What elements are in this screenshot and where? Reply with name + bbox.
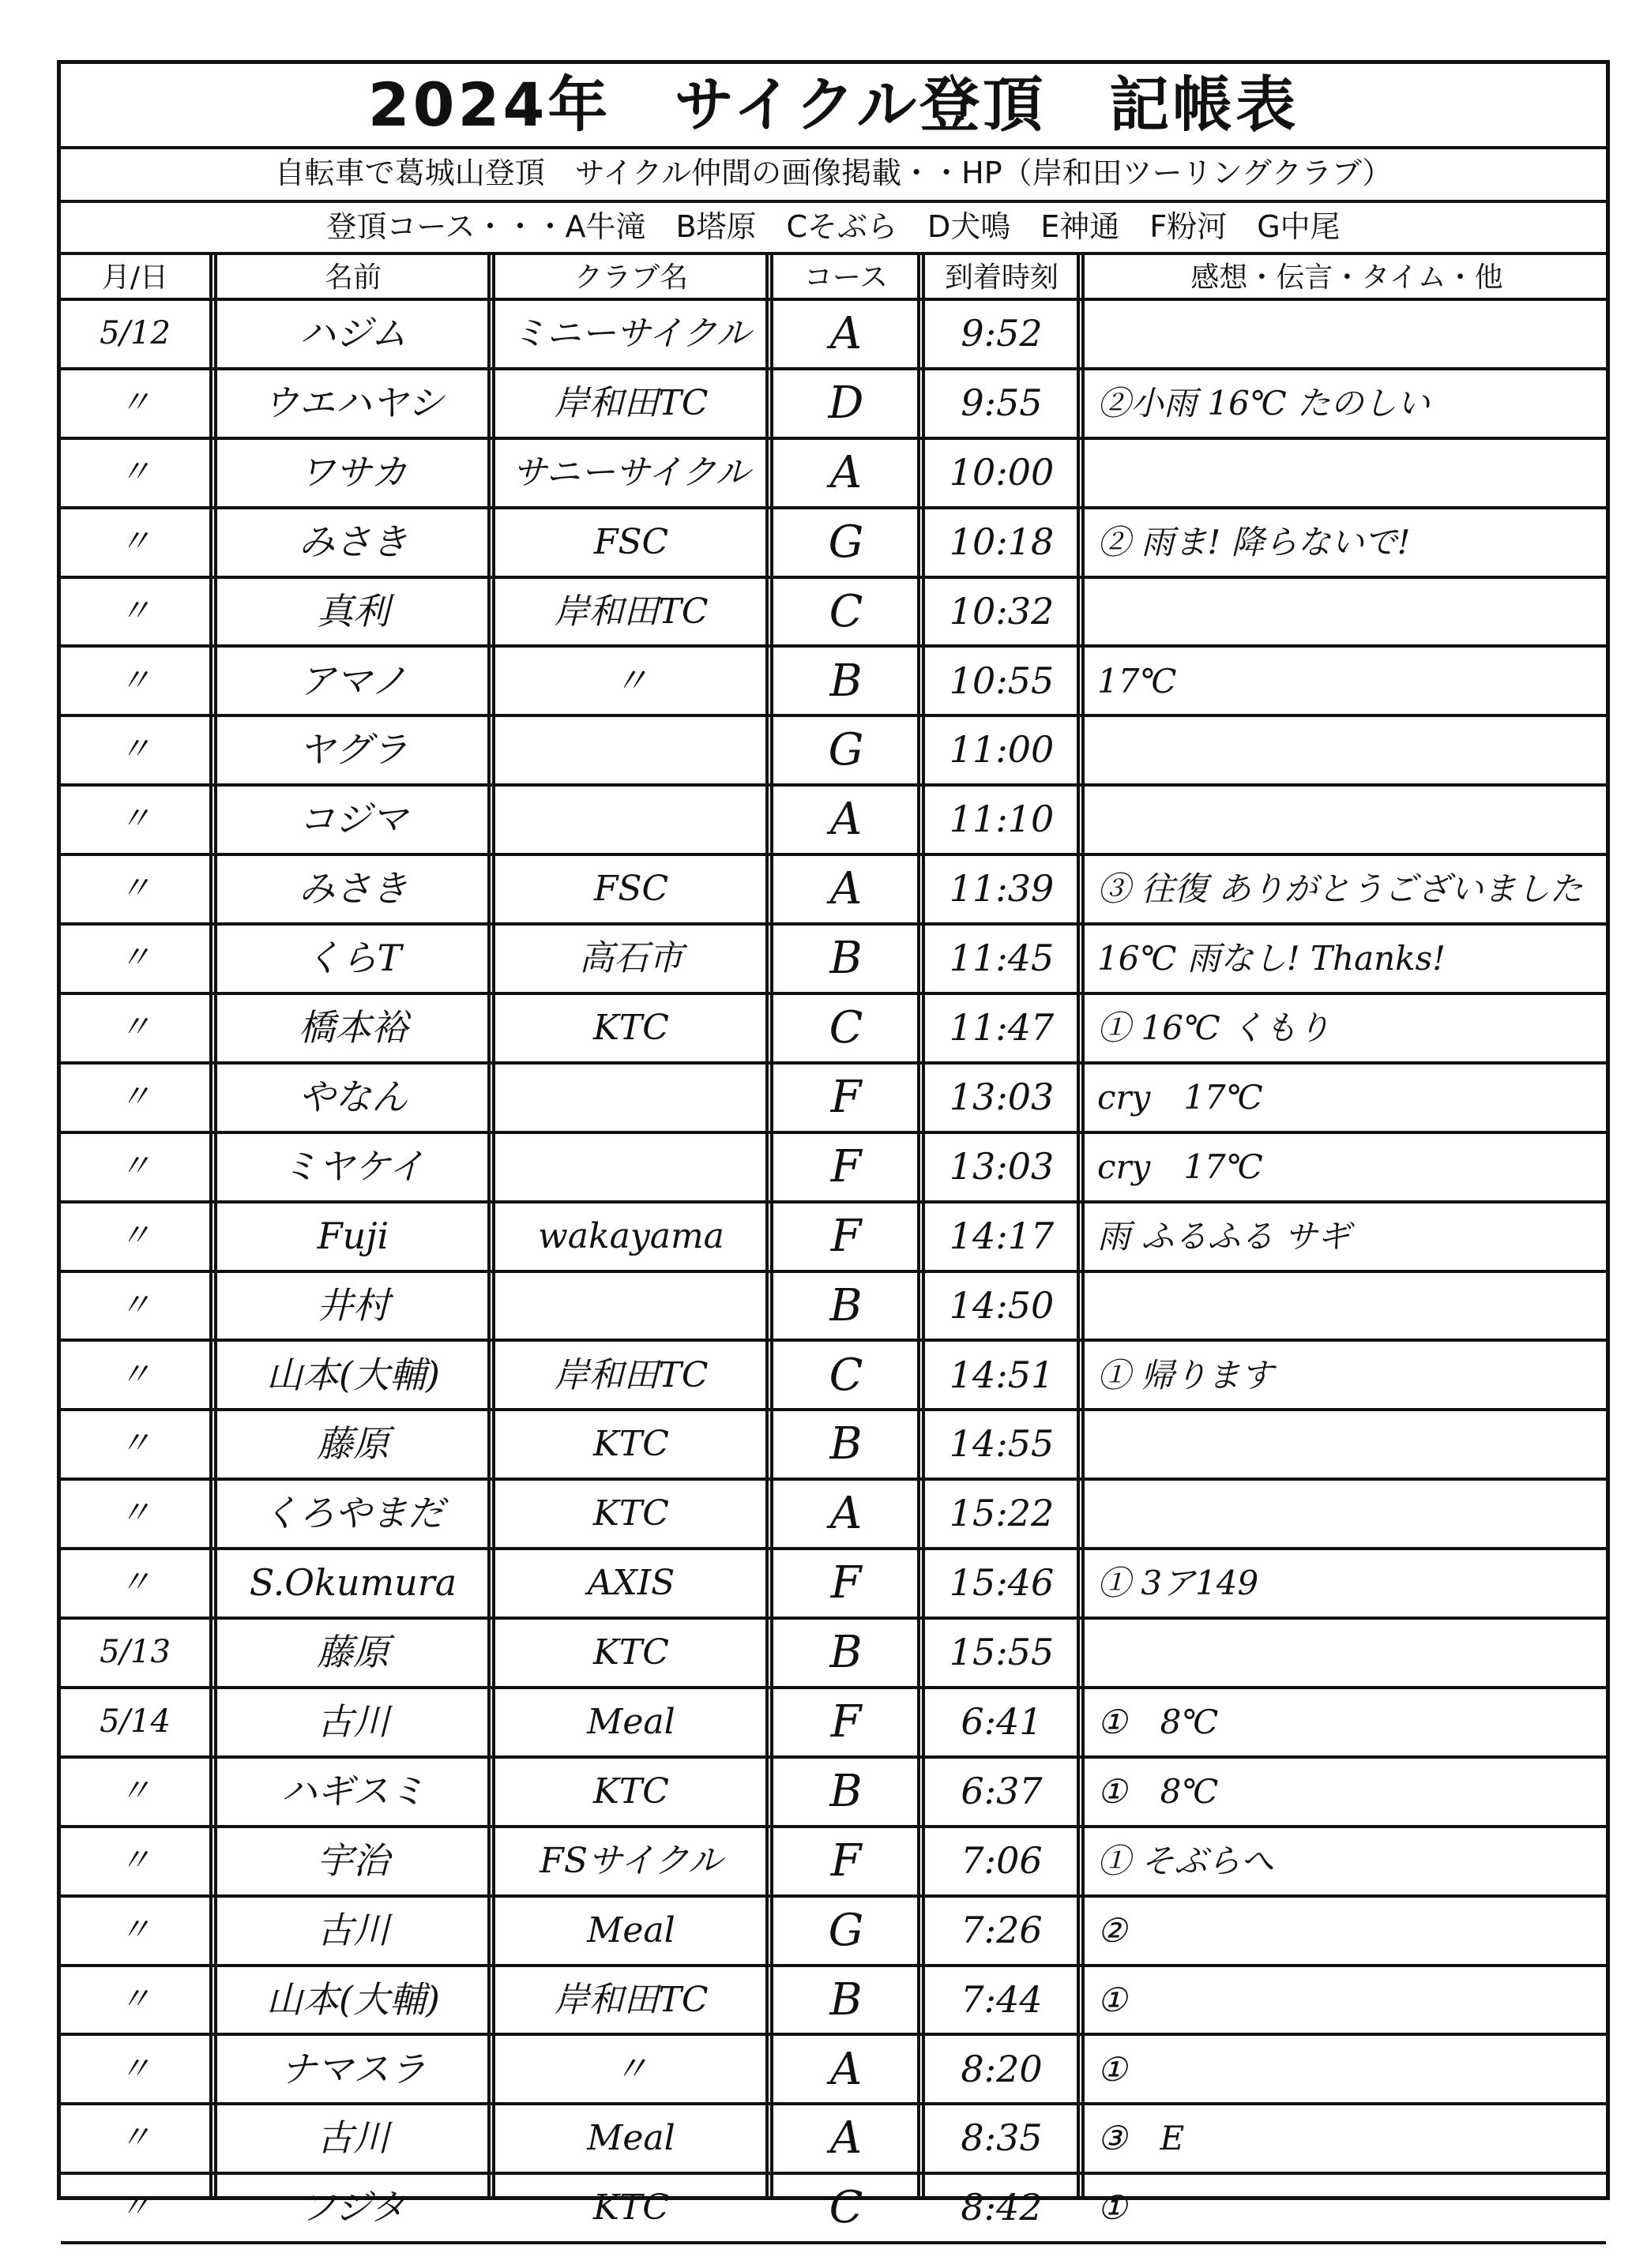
- cell-club: 岸和田TC: [554, 1979, 709, 2020]
- cell-date: 〃: [119, 592, 151, 629]
- cell-date: 〃: [119, 2189, 151, 2226]
- table-row: [61, 579, 1606, 648]
- table-row: [61, 1689, 1606, 1759]
- cell-note: [1097, 1273, 1608, 1339]
- cell-date: 〃: [119, 2050, 151, 2087]
- table-row: [61, 926, 1606, 995]
- cell-course: A: [829, 2043, 863, 2095]
- cell-note: [1097, 1411, 1608, 1478]
- cell-club: FSC: [593, 521, 669, 562]
- cell-time: 6:37: [961, 1769, 1043, 1812]
- cell-course: F: [830, 1071, 862, 1123]
- cell-time: 14:51: [949, 1353, 1055, 1396]
- cell-name: やなん: [299, 1075, 408, 1118]
- cell-name: ヤグラ: [299, 728, 408, 772]
- cell-date: 〃: [119, 1078, 151, 1115]
- cell-name: アマノ: [299, 659, 408, 702]
- cell-time: 7:06: [961, 1838, 1043, 1882]
- cell-note: 雨 ふるふる サギ: [1097, 1216, 1351, 1256]
- cell-club: 〃: [614, 2048, 649, 2090]
- cell-course: A: [829, 863, 863, 915]
- cell-date: 〃: [119, 1842, 151, 1879]
- cell-name: ミヤケイ: [281, 1144, 425, 1188]
- cell-course: A: [829, 1488, 863, 1540]
- cell-note: cry 17℃: [1097, 1077, 1263, 1117]
- cell-course: D: [828, 377, 864, 429]
- cell-course: F: [830, 1834, 862, 1887]
- cell-name: フジタ: [299, 2186, 407, 2229]
- table-row: [61, 648, 1606, 718]
- cell-course: A: [829, 308, 863, 359]
- cell-date: 5/12: [100, 315, 171, 351]
- cell-club: 〃: [614, 660, 649, 701]
- cell-date: 〃: [119, 801, 151, 838]
- cell-date: 〃: [119, 1356, 151, 1393]
- cell-club: [497, 1273, 765, 1339]
- cell-date: 〃: [119, 1772, 151, 1809]
- cell-note: ① 帰ります: [1097, 1355, 1274, 1395]
- cell-time: 8:42: [961, 2186, 1043, 2229]
- cell-note: ③ 往復 ありがとうございました: [1097, 869, 1583, 909]
- cell-club: ミニーサイクル: [511, 314, 751, 354]
- cell-club: Meal: [587, 1702, 675, 1742]
- cell-name: みさき: [299, 520, 408, 563]
- cell-club: KTC: [593, 2187, 669, 2229]
- table-row: [61, 1759, 1606, 1828]
- cell-name: 宇治: [317, 1838, 389, 1882]
- cell-course: G: [828, 724, 864, 776]
- table-row: [61, 1273, 1606, 1342]
- cell-name: くらT: [304, 937, 402, 980]
- cell-note: ①: [1097, 2188, 1127, 2228]
- course-legend: 登頂コース・・・A牛滝 B塔原 Cそぶら D犬鳴 E神通 F粉河 G中尾: [326, 209, 1341, 244]
- cell-name: 真利: [317, 589, 389, 633]
- cell-club: [497, 717, 765, 783]
- cell-name: ナマスラ: [280, 2047, 426, 2090]
- cell-date: 〃: [119, 1564, 151, 1601]
- cell-date: 〃: [119, 1286, 151, 1324]
- sheet-title: 2024年 サイクル登頂 記帳表: [61, 64, 1606, 149]
- cell-time: 7:26: [961, 1908, 1043, 1951]
- cell-name: 山本(大輔): [266, 1353, 440, 1396]
- table-row: [61, 1411, 1606, 1481]
- cell-course: C: [829, 585, 863, 637]
- cell-course: C: [829, 2182, 863, 2234]
- cell-note: [1097, 1481, 1608, 1547]
- log-sheet: [57, 60, 1610, 2234]
- cell-club: wakayama: [538, 1215, 724, 1256]
- cell-club: [497, 787, 765, 853]
- cell-time: 10:32: [949, 589, 1055, 633]
- cell-time: 13:03: [949, 1144, 1055, 1188]
- cell-note: [1097, 787, 1608, 853]
- table-row: [61, 1550, 1606, 1620]
- table-row: [61, 1828, 1606, 1898]
- cell-time: 9:52: [961, 312, 1043, 355]
- cell-note: ① 8℃: [1097, 1703, 1219, 1741]
- sheet-subtitle: 自転車で葛城山登頂 サイクル仲間の画像掲載・・HP（岸和田ツーリングクラブ）: [61, 146, 1606, 203]
- header-course: コース: [803, 261, 889, 294]
- cell-course: B: [829, 933, 863, 985]
- cell-time: 10:55: [949, 659, 1055, 702]
- cell-note: cry 17℃: [1097, 1147, 1263, 1186]
- cell-time: 11:45: [949, 937, 1055, 980]
- header-date: 月/日: [101, 261, 169, 294]
- table-row: [61, 1898, 1606, 1967]
- table-row: [61, 1203, 1606, 1273]
- cell-club: KTC: [593, 1770, 669, 1812]
- cell-time: 9:55: [961, 381, 1043, 424]
- cell-club: 岸和田TC: [554, 1354, 709, 1395]
- table-row: [61, 717, 1606, 787]
- cell-name: ハギスミ: [280, 1769, 426, 1812]
- cell-date: 〃: [119, 384, 151, 421]
- cell-date: 5/14: [100, 1703, 171, 1740]
- cell-name: S.Okumura: [249, 1561, 457, 1605]
- cell-club: 高石市: [579, 938, 683, 979]
- cell-course: G: [828, 1904, 864, 1956]
- table-header: [61, 252, 1606, 301]
- cell-date: 〃: [119, 731, 151, 768]
- cell-club: KTC: [593, 1632, 669, 1673]
- cell-time: 11:39: [949, 867, 1055, 911]
- cell-course: A: [829, 2112, 863, 2165]
- cell-club: FSC: [593, 869, 669, 910]
- cell-note: ①: [1097, 2049, 1127, 2089]
- cell-club: 岸和田TC: [554, 591, 709, 632]
- cell-time: 11:00: [949, 728, 1055, 772]
- cell-name: 山本(大輔): [266, 1977, 440, 2021]
- cell-course: F: [830, 1696, 862, 1748]
- cell-name: みさき: [299, 867, 408, 911]
- cell-course: B: [829, 655, 863, 707]
- cell-club: AXIS: [587, 1563, 675, 1604]
- cell-name: くろやまだ: [262, 1492, 444, 1535]
- table-row: [61, 2105, 1606, 2175]
- cell-date: 〃: [119, 453, 151, 490]
- cell-time: 15:55: [949, 1631, 1055, 1674]
- header-time: 到着時刻: [944, 261, 1059, 294]
- cell-date: 〃: [119, 940, 151, 977]
- cell-note: ①: [1097, 1980, 1127, 2019]
- cell-date: 〃: [119, 1911, 151, 1948]
- cell-note: [1097, 1620, 1608, 1686]
- cell-club: Meal: [587, 1909, 675, 1951]
- cell-course: G: [828, 516, 864, 568]
- cell-note: ② 雨ま! 降らないで!: [1097, 522, 1411, 561]
- cell-time: 10:00: [949, 450, 1055, 494]
- cell-name: 古川: [317, 2116, 389, 2160]
- cell-date: 〃: [119, 870, 151, 907]
- cell-name: 橋本裕: [299, 1006, 408, 1049]
- cell-name: コジマ: [299, 798, 408, 841]
- cell-time: 6:41: [961, 1700, 1043, 1743]
- cell-name: 井村: [317, 1283, 389, 1327]
- cell-note: ②: [1097, 1910, 1127, 1950]
- table-row: [61, 2175, 1606, 2244]
- cell-note: [1097, 301, 1608, 367]
- cell-course: B: [829, 1765, 863, 1817]
- table-row: [61, 301, 1606, 370]
- cell-date: 〃: [119, 1425, 151, 1463]
- table-row: [61, 995, 1606, 1065]
- cell-note: ① 8℃: [1097, 1771, 1219, 1811]
- cell-time: 11:10: [949, 798, 1055, 841]
- cell-date: 〃: [119, 1009, 151, 1046]
- cell-course: A: [829, 446, 863, 498]
- cell-name: ウエハヤシ: [262, 381, 444, 424]
- cell-date: 〃: [119, 662, 151, 699]
- table-row: [61, 509, 1606, 579]
- cell-time: 15:22: [949, 1492, 1055, 1535]
- cell-note: 17℃: [1097, 661, 1177, 700]
- cell-club: 岸和田TC: [554, 382, 709, 423]
- cell-name: 藤原: [317, 1631, 389, 1674]
- cell-date: 〃: [119, 2120, 151, 2157]
- cell-note: ① 16℃ くもり: [1097, 1008, 1331, 1047]
- cell-note: ① 3ア149: [1097, 1564, 1259, 1603]
- cell-course: B: [829, 1418, 863, 1470]
- cell-note: [1097, 717, 1608, 783]
- cell-course: F: [830, 1557, 862, 1609]
- cell-club: [497, 1134, 765, 1200]
- cell-club: FSサイクル: [540, 1840, 723, 1881]
- cell-time: 13:03: [949, 1075, 1055, 1118]
- table-row: [61, 1134, 1606, 1203]
- cell-note: [1097, 440, 1608, 506]
- cell-time: 8:20: [961, 2047, 1043, 2090]
- header-notes: 感想・伝言・タイム・他: [1190, 261, 1503, 294]
- cell-name: 藤原: [317, 1422, 389, 1466]
- table-row: [61, 787, 1606, 856]
- cell-date: 〃: [119, 1217, 151, 1254]
- cell-course: B: [829, 1279, 863, 1331]
- table-row: [61, 1481, 1606, 1550]
- table-row: [61, 1967, 1606, 2037]
- header-name: 名前: [324, 261, 382, 294]
- cell-time: 11:47: [949, 1006, 1055, 1049]
- cell-name: ワサカ: [299, 450, 408, 494]
- cell-name: 古川: [317, 1700, 389, 1743]
- cell-course: B: [829, 1973, 863, 2026]
- cell-name: Fuji: [317, 1214, 389, 1257]
- cell-course: B: [829, 1627, 863, 1679]
- cell-course: F: [830, 1210, 862, 1262]
- table-row: [61, 370, 1606, 440]
- cell-note: ②小雨 16℃ たのしい: [1097, 383, 1431, 422]
- cell-time: 14:17: [949, 1214, 1055, 1257]
- cell-note: ① そぶらへ: [1097, 1841, 1274, 1880]
- cell-name: 古川: [317, 1908, 389, 1951]
- header-club: クラブ名: [573, 261, 688, 294]
- cell-course: C: [829, 1349, 863, 1401]
- cell-note: 16℃ 雨なし! Thanks!: [1097, 939, 1446, 978]
- cell-time: 10:18: [949, 520, 1055, 563]
- table-row: [61, 440, 1606, 509]
- table-row: [61, 1342, 1606, 1412]
- cell-date: 〃: [119, 1495, 151, 1532]
- cell-time: 8:35: [961, 2116, 1043, 2160]
- cell-time: 14:50: [949, 1283, 1055, 1327]
- table-row: [61, 856, 1606, 926]
- cell-date: 〃: [119, 1981, 151, 2018]
- cell-time: 15:46: [949, 1561, 1055, 1605]
- cell-club: サニーサイクル: [512, 452, 750, 493]
- cell-club: KTC: [593, 1493, 669, 1534]
- table-row: [61, 1065, 1606, 1134]
- cell-name: ハジム: [299, 312, 408, 355]
- cell-course: A: [829, 794, 863, 846]
- cell-note: [1097, 579, 1608, 645]
- cell-date: 〃: [119, 523, 151, 560]
- table-row: [61, 2037, 1606, 2106]
- cell-note: ③ E: [1097, 2119, 1185, 2158]
- cell-time: 7:44: [961, 1977, 1043, 2021]
- cell-club: [497, 1065, 765, 1131]
- cell-date: 〃: [119, 1147, 151, 1185]
- cell-course: C: [829, 1002, 863, 1053]
- cell-date: 5/13: [100, 1634, 171, 1671]
- cell-course: F: [830, 1140, 862, 1192]
- table-row: [61, 1620, 1606, 1689]
- cell-club: Meal: [587, 2118, 675, 2159]
- cell-time: 14:55: [949, 1422, 1055, 1466]
- cell-club: KTC: [593, 1008, 669, 1048]
- cell-club: KTC: [593, 1424, 669, 1465]
